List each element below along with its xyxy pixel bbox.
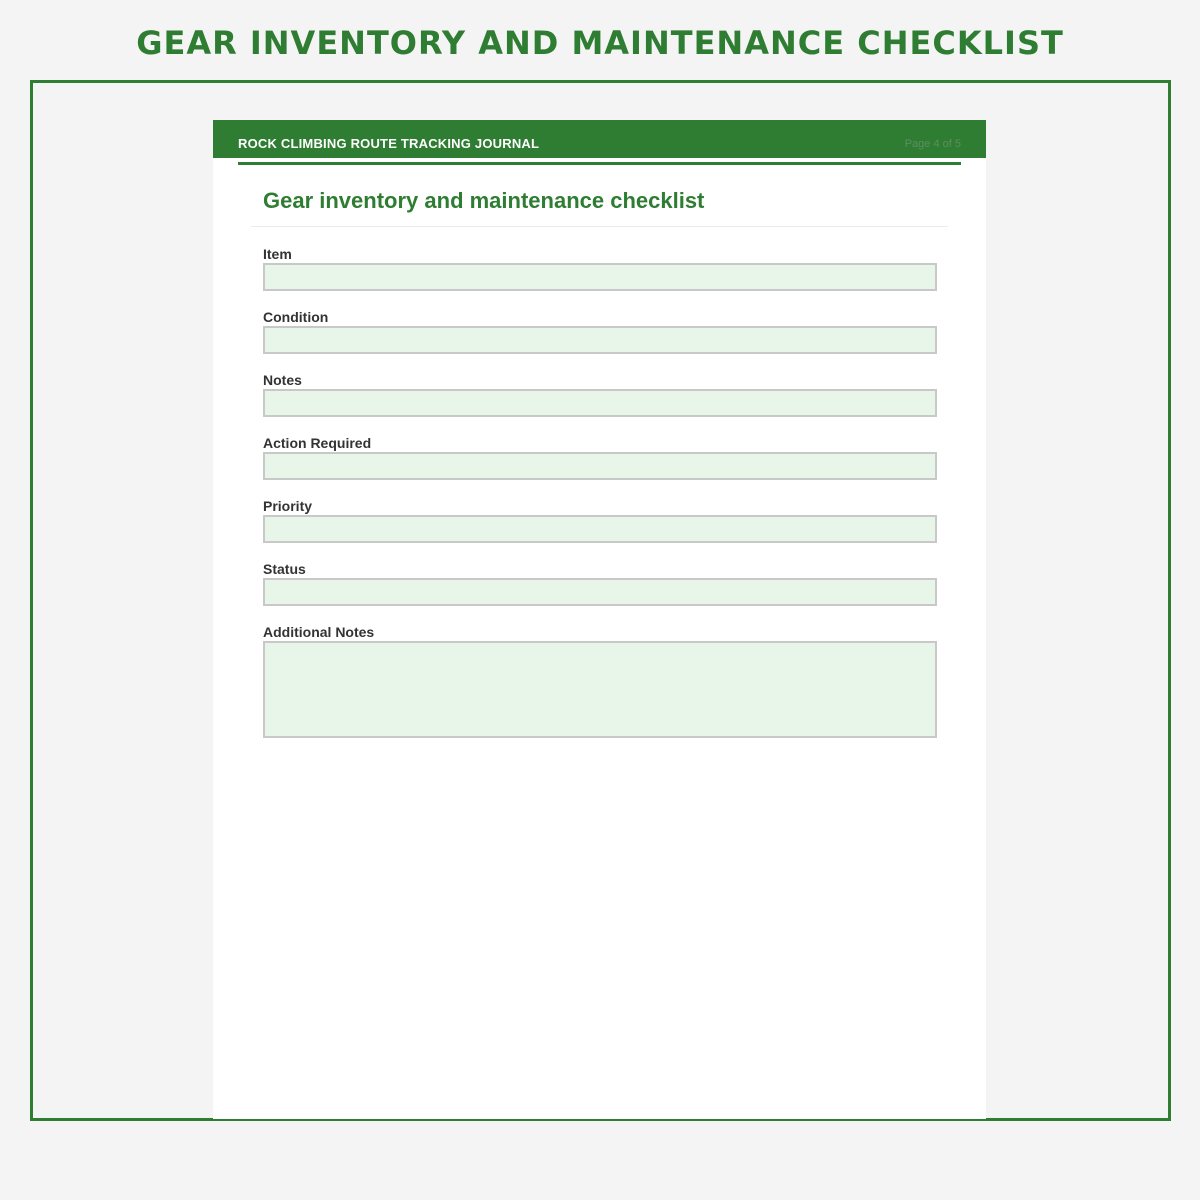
page-indicator: Page 4 of 5 [904, 138, 961, 150]
header-divider [238, 162, 961, 165]
sheet-header-bar [213, 120, 986, 158]
item-field-group [263, 246, 937, 309]
notes-input[interactable] [263, 389, 937, 417]
action-required-label: Action Required [263, 435, 372, 451]
status-field-group [263, 561, 937, 624]
action-required-input[interactable] [263, 452, 937, 480]
item-label: Item [263, 246, 292, 262]
additional-notes-field-group [263, 624, 937, 687]
journal-sheet [213, 120, 986, 1119]
section-divider [251, 226, 948, 227]
action-required-field-group [263, 435, 937, 498]
additional-notes-label: Additional Notes [263, 624, 375, 640]
condition-label: Condition [263, 309, 329, 325]
status-label: Status [263, 561, 306, 577]
priority-input[interactable] [263, 515, 937, 543]
page-title: GEAR INVENTORY AND MAINTENANCE CHECKLIST [136, 24, 1064, 62]
journal-title: ROCK CLIMBING ROUTE TRACKING JOURNAL [238, 136, 540, 151]
notes-label: Notes [263, 372, 302, 388]
condition-input[interactable] [263, 326, 937, 354]
condition-field-group [263, 309, 937, 372]
item-input[interactable] [263, 263, 937, 291]
priority-field-group [263, 498, 937, 561]
checklist-form [263, 246, 937, 687]
notes-field-group [263, 372, 937, 435]
priority-label: Priority [263, 498, 313, 514]
additional-notes-textarea[interactable] [263, 641, 937, 738]
section-title: Gear inventory and maintenance checklist [263, 188, 705, 213]
status-input[interactable] [263, 578, 937, 606]
